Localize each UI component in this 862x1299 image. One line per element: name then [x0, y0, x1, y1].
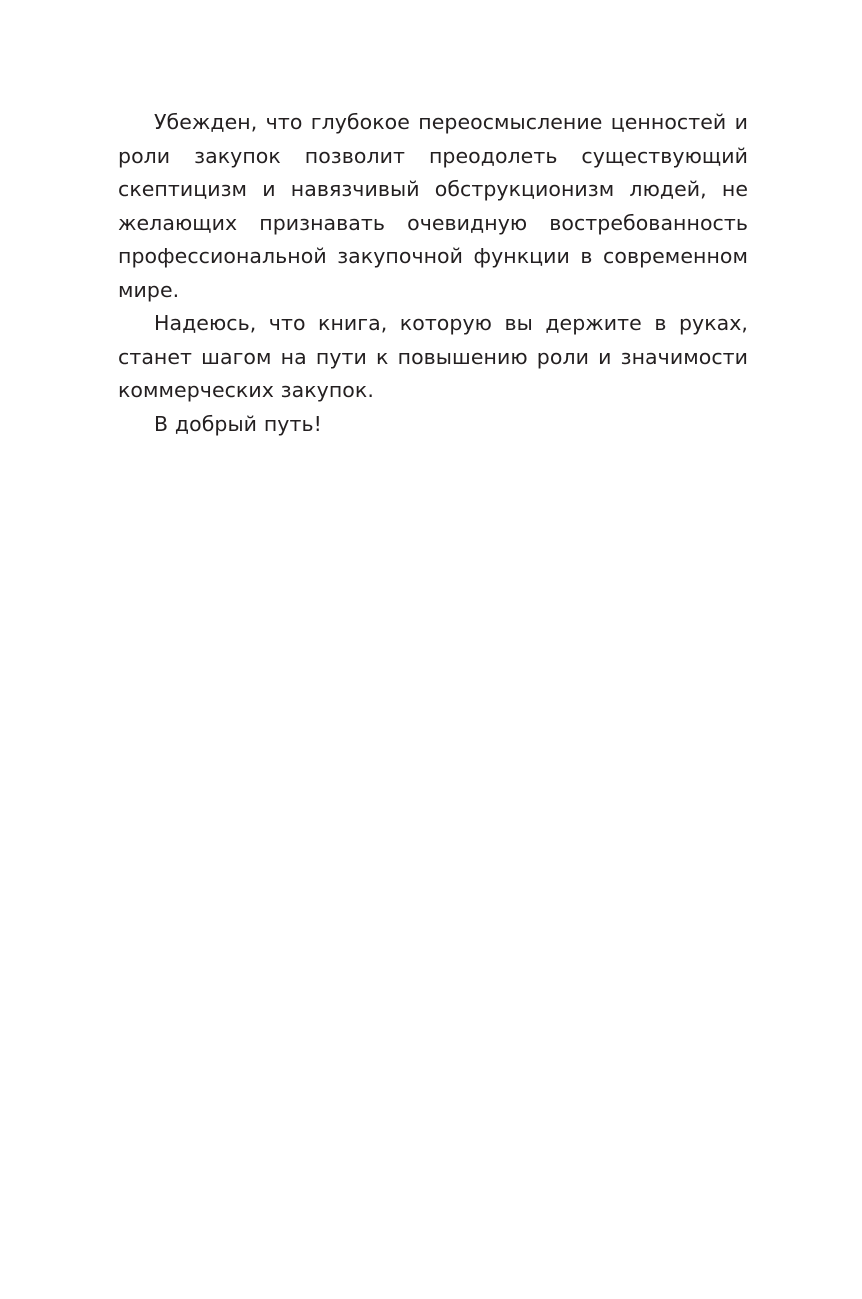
paragraph-3: В добрый путь!	[154, 411, 322, 436]
body-text-block	[118, 106, 748, 441]
paragraph-1: Убежден, что глубокое переосмысление ценностей и роли закупок позволит преодолеть существующий скептицизм и навязчивый обструкционизм людей, не желающих признавать очевидную востребованность профессиональной закупочной функции в современном мире.	[118, 110, 748, 302]
paragraph-2: Надеюсь, что книга, которую вы держите в руках, станет шагом на пути к повышению роли и значимости коммерческих закупок.	[118, 311, 748, 402]
